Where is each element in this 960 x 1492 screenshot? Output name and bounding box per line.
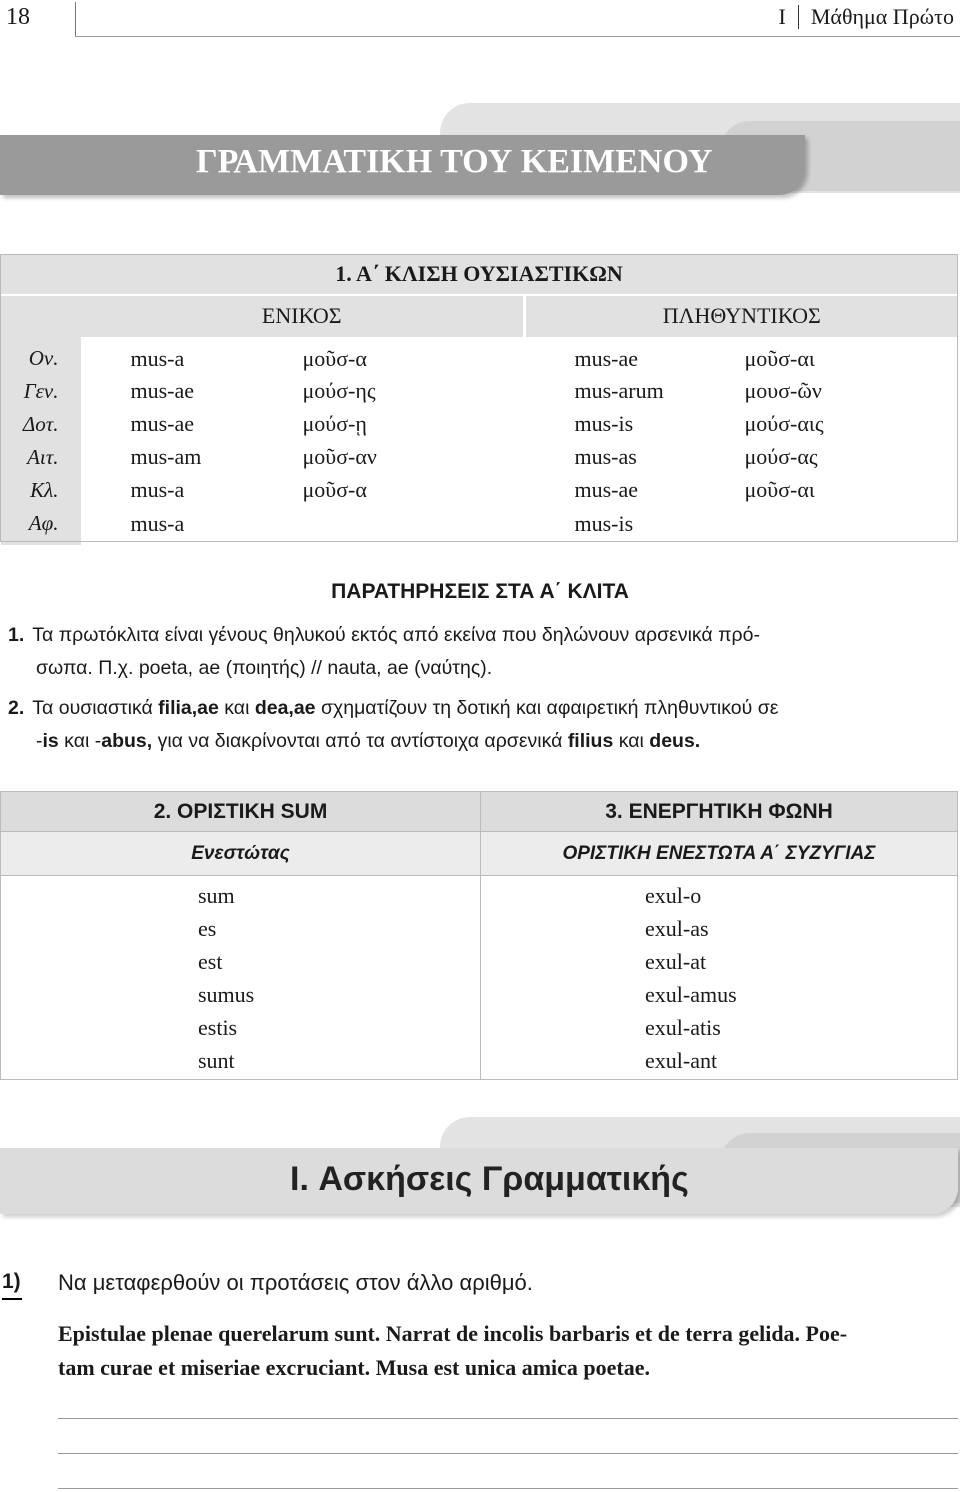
case-header-blank: [1, 295, 81, 337]
list-item: exul-ant: [645, 1048, 718, 1073]
term: filius: [567, 730, 614, 752]
pl-latin: mus-arum: [574, 378, 664, 403]
sg-latin: mus-ae: [130, 411, 195, 436]
sg-latin: mus-a: [130, 345, 185, 371]
note-text: σχηματίζουν τη δοτική και αφαιρετική πληθυντικού σε: [315, 697, 779, 719]
case-label: Ον.: [1, 337, 81, 375]
lesson-title: Μάθημα Πρώτο: [810, 4, 954, 29]
case-label: Κλ.: [1, 474, 81, 507]
exercise-instruction: Να μεταφερθούν οι προτάσεις στον άλλο αριθμό.: [58, 1270, 533, 1295]
list-item: es: [198, 916, 217, 941]
note-number: 1.: [8, 624, 25, 646]
exercises-title: I. Ασκήσεις Γραμματικής: [290, 1160, 689, 1198]
active-forms-cell: [481, 876, 958, 1080]
sg-latin: mus-ae: [130, 378, 195, 403]
case-label: Γεν.: [1, 375, 81, 408]
note-text: και: [613, 730, 650, 752]
list-item: exul-as: [645, 916, 709, 941]
sg-greek: μοῦσ-α: [302, 345, 367, 371]
term: dea,ae: [254, 697, 316, 719]
section-title: ΓΡΑΜΜΑΤΙΚΗ ΤΟΥ ΚΕΙΜΕΝΟΥ: [196, 143, 713, 180]
declension-title: 1. Α΄ ΚΛΙΣΗ ΟΥΣΙΑΣΤΙΚΩΝ: [1, 255, 958, 295]
sg-greek: μοῦσ-α: [302, 477, 367, 502]
term: abus,: [101, 730, 153, 752]
sg-latin: mus-am: [130, 444, 202, 469]
pl-latin: mus-as: [574, 444, 637, 469]
note-text: Τα πρωτόκλιτα είναι γένους θηλυκού εκτός από εκείνα που δηλώνουν αρσενικά πρό-: [32, 624, 760, 646]
list-item: sunt: [198, 1048, 235, 1073]
pl-greek: μοῦσ-αι: [744, 477, 815, 502]
exercise-line: Epistulae plenae querelarum sunt. Narrat de incolis barbaris et de terra gelida. Poe-: [58, 1321, 848, 1346]
list-item: sum: [198, 883, 235, 908]
list-item: estis: [198, 1015, 238, 1040]
pl-latin: mus-ae: [574, 345, 639, 371]
term: deus.: [649, 730, 701, 752]
sum-forms-cell: [1, 876, 481, 1080]
case-label: Αφ.: [1, 507, 81, 545]
sg-greek: μούσ-ῃ: [302, 411, 367, 436]
sum-forms: [198, 879, 480, 1077]
note-text: για να διακρίνονται από τα αντίστοιχα αρσενικά: [152, 730, 568, 752]
sum-title: 2. ΟΡΙΣΤΙΚΗ SUM: [1, 792, 481, 832]
section-banner: [0, 95, 960, 215]
chapter-number: I: [778, 4, 786, 29]
page-header: [0, 0, 960, 40]
list-item: exul-atis: [645, 1015, 721, 1040]
note-text: Τα ουσιαστικά: [32, 697, 159, 719]
sg-latin: mus-a: [130, 510, 185, 536]
note-1: [8, 619, 958, 685]
pl-latin: mus-is: [574, 510, 634, 536]
exercises-banner: [0, 1105, 960, 1225]
table-row: [1, 441, 958, 474]
note-text: και -: [58, 730, 102, 752]
term: is: [42, 730, 59, 752]
list-item: exul-at: [645, 949, 707, 974]
exercise-line: tam curae et miseriae excruciant. Musa est unica amica poetae.: [58, 1355, 651, 1380]
header-divider: [75, 2, 76, 36]
table-row: [1, 375, 958, 408]
pl-greek: μοῦσ-αι: [744, 345, 815, 371]
active-voice-title: 3. ΕΝΕΡΓΗΤΙΚΗ ΦΩΝΗ: [481, 792, 958, 832]
answer-line[interactable]: [58, 1488, 958, 1489]
conjugation-table: [0, 791, 958, 1080]
list-item: est: [198, 949, 223, 974]
active-voice-subtitle: ΟΡΙΣΤΙΚΗ ΕΝΕΣΤΩΤΑ Α΄ ΣΥΖΥΓΙΑΣ: [481, 832, 958, 876]
active-forms: [645, 879, 957, 1077]
pl-greek: μουσ-ῶν: [744, 378, 822, 403]
answer-line[interactable]: [58, 1418, 958, 1419]
notes-title: ΠΑΡΑΤΗΡΗΣΕΙΣ ΣΤΑ Α΄ ΚΛΙΤΑ: [331, 580, 629, 603]
answer-line[interactable]: [58, 1453, 958, 1454]
singular-header: ΕΝΙΚΟΣ: [81, 295, 525, 337]
note-text-continued: [8, 725, 958, 758]
table-row: [1, 408, 958, 441]
case-label: Αιτ.: [1, 441, 81, 474]
plural-header: ΠΛΗΘΥΝΤΙΚΟΣ: [525, 295, 958, 337]
note-text: -: [36, 730, 43, 752]
pl-greek: μούσ-ας: [744, 444, 818, 469]
running-head: [779, 4, 954, 30]
pl-greek: μούσ-αις: [744, 411, 824, 436]
term: filia,ae: [158, 697, 219, 719]
running-head-separator: [798, 5, 799, 29]
header-rule: [75, 36, 960, 37]
exercise-number: 1): [2, 1270, 21, 1293]
pl-latin: mus-is: [574, 411, 634, 436]
table-row: [1, 507, 958, 545]
note-2: [8, 692, 958, 758]
sg-greek: μοῦσ-αν: [302, 444, 377, 469]
sg-latin: mus-a: [130, 477, 185, 502]
case-label: Δοτ.: [1, 408, 81, 441]
list-item: exul-o: [645, 883, 702, 908]
page-number: 18: [6, 4, 30, 30]
table-row: [1, 337, 958, 375]
sum-subtitle: Ενεστώτας: [1, 832, 481, 876]
sg-greek: μούσ-ης: [302, 378, 376, 403]
exercise-number-underline: [2, 1298, 22, 1300]
table-row: [1, 474, 958, 507]
exercise-sentences: [58, 1317, 958, 1385]
banner-bar: [0, 1148, 958, 1214]
list-item: sumus: [198, 982, 255, 1007]
note-text: και: [218, 697, 255, 719]
sg-greek: [303, 507, 525, 545]
note-number: 2.: [8, 697, 25, 719]
pl-latin: mus-ae: [574, 477, 639, 502]
list-item: exul-amus: [645, 982, 737, 1007]
pl-greek: [745, 507, 958, 545]
declension-table: [0, 254, 958, 545]
banner-bar: [0, 135, 805, 195]
note-text-continued: σωπα. Π.χ. poeta, ae (ποιητής) // nauta, ae (ναύτης).: [36, 657, 493, 679]
